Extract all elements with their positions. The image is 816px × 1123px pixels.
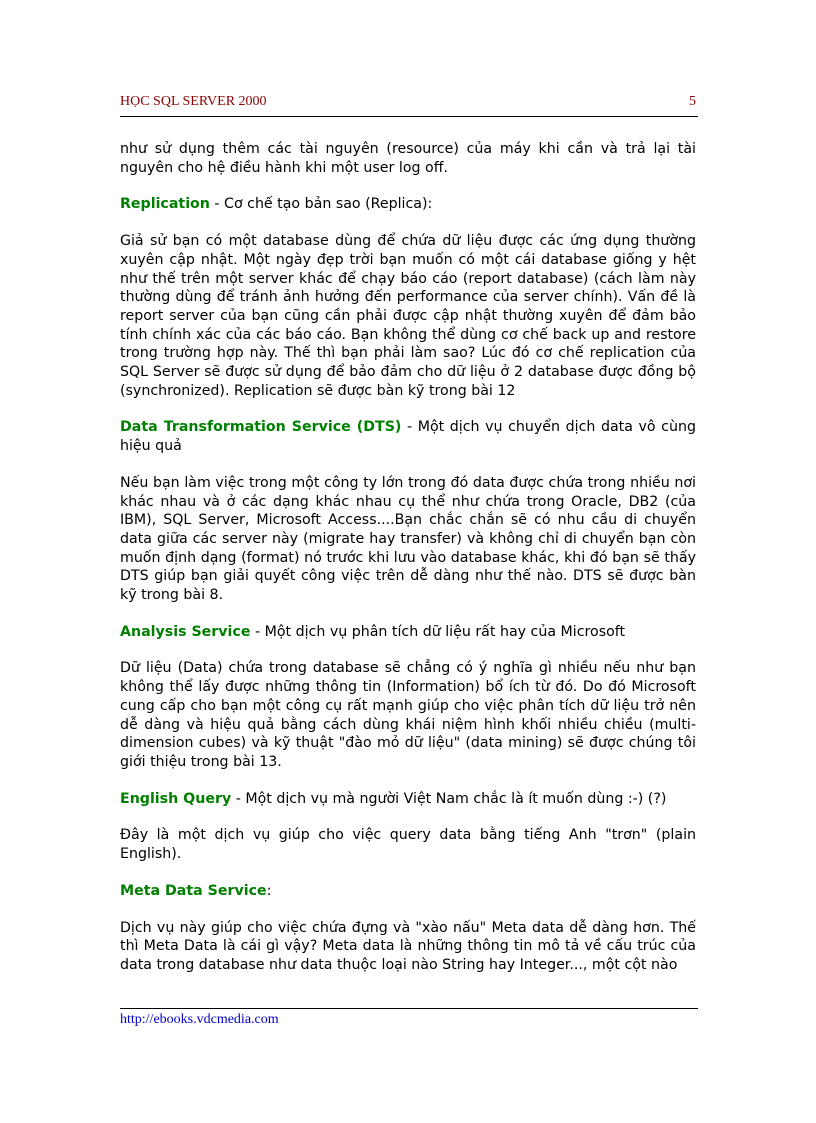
page-header — [120, 94, 698, 117]
term-analysis: Analysis Service — [120, 623, 251, 640]
header-title: HỌC SQL SERVER 2000 — [120, 94, 267, 109]
term-meta-data: Meta Data Service — [120, 882, 267, 899]
page-number: 5 — [689, 94, 696, 109]
term-dts: Data Transformation Service (DTS) — [120, 419, 402, 436]
heading-analysis — [120, 623, 696, 642]
heading-replication-desc: - Cơ chế tạo bản sao (Replica): — [209, 196, 433, 213]
paragraph-english-query: Đây là một dịch vụ giúp cho việc query data bằng tiếng Anh "trơn" (plain English). — [120, 827, 696, 863]
heading-english-query — [120, 790, 696, 809]
heading-analysis-desc: - Một dịch vụ phân tích dữ liệu rất hay của Microsoft — [250, 623, 626, 640]
heading-dts — [120, 418, 696, 455]
heading-meta-data — [120, 882, 696, 901]
paragraph-resource: như sử dụng thêm các tài nguyên (resource) của máy khi cần và trả lại tài nguyên cho hệ điều hành khi một user log off. — [120, 141, 696, 176]
paragraph-replication: Giả sử bạn có một database dùng để chứa dữ liệu được các ứng dụng thường xuyên cập nhật. Một ngày đẹp trời bạn muốn có một cái database giống y hệt như thế trên một server khác để chạy báo cáo (report database) (cách làm này thường dùng để tránh ảnh hưởng đến performance của server chính). Vấn đề là report server của bạn cũng cần phải được cập nhật thường xuyên để đảm bảo tính chính xác của các báo cáo. Bạn không thể dùng cơ chế back up and restore trong trường hợp này. Thế thì bạn phải làm sao? Lúc đó cơ chế replication của SQL Server sẽ được sử dụng để bảo đảm cho dữ liệu ở 2 database được đồng bộ (synchronized). Replication sẽ được bàn kỹ trong bài 12 — [120, 233, 696, 399]
paragraph-dts: Nếu bạn làm việc trong một công ty lớn trong đó data được chứa trong nhiều nơi khác nhau và ở các dạng khác nhau cụ thể như chứa trong Oracle, DB2 (của IBM), SQL Server, Microsoft Access....Bạn chắc chắn sẽ có nhu cầu di chuyển data giữa các server này (migrate hay transfer) và không chỉ di chuyển bạn còn muốn định dạng (format) nó trước khi lưu vào database khác, khi đó bạn sẽ thấy DTS giúp bạn giải quyết công việc trên dễ dàng như thế nào. DTS sẽ được bàn kỹ trong bài 8. — [120, 474, 696, 604]
footer-link[interactable]: http://ebooks.vdcmedia.com — [120, 1012, 279, 1027]
heading-replication — [120, 195, 696, 214]
heading-english-query-desc: - Một dịch vụ mà người Việt Nam chắc là ít muốn dùng :-) (?) — [231, 790, 667, 807]
page-content — [120, 140, 696, 993]
term-replication: Replication — [120, 196, 210, 213]
paragraph-meta-data: Dịch vụ này giúp cho việc chứa đựng và "xào nấu" Meta data dễ dàng hơn. Thế thì Meta Data là cái gì vậy? Meta data là những thông tin mô tả về cấu trúc của data trong database như data thuộc loại nào String hay Integer..., một cột nào — [120, 919, 696, 973]
term-english-query: English Query — [120, 790, 232, 807]
paragraph-analysis: Dữ liệu (Data) chứa trong database sẽ chẳng có ý nghĩa gì nhiều nếu như bạn không thể lấy được những thông tin (Information) bổ ích từ đó. Do đó Microsoft cung cấp cho bạn một công cụ rất mạnh giúp cho việc phân tích dữ liệu trở nên dễ dàng và hiệu quả bằng cách dùng khái niệm hình khối nhiều chiều (multi-dimension cubes) và kỹ thuật "đào mỏ dữ liệu" (data mining) sẽ được chúng tôi giới thiệu trong bài 13. — [120, 660, 696, 770]
page-footer — [120, 1008, 698, 1028]
heading-dts-desc: - Một dịch vụ chuyển dịch data vô cùng hiệu quả — [120, 419, 696, 455]
heading-meta-data-desc: : — [266, 882, 272, 899]
